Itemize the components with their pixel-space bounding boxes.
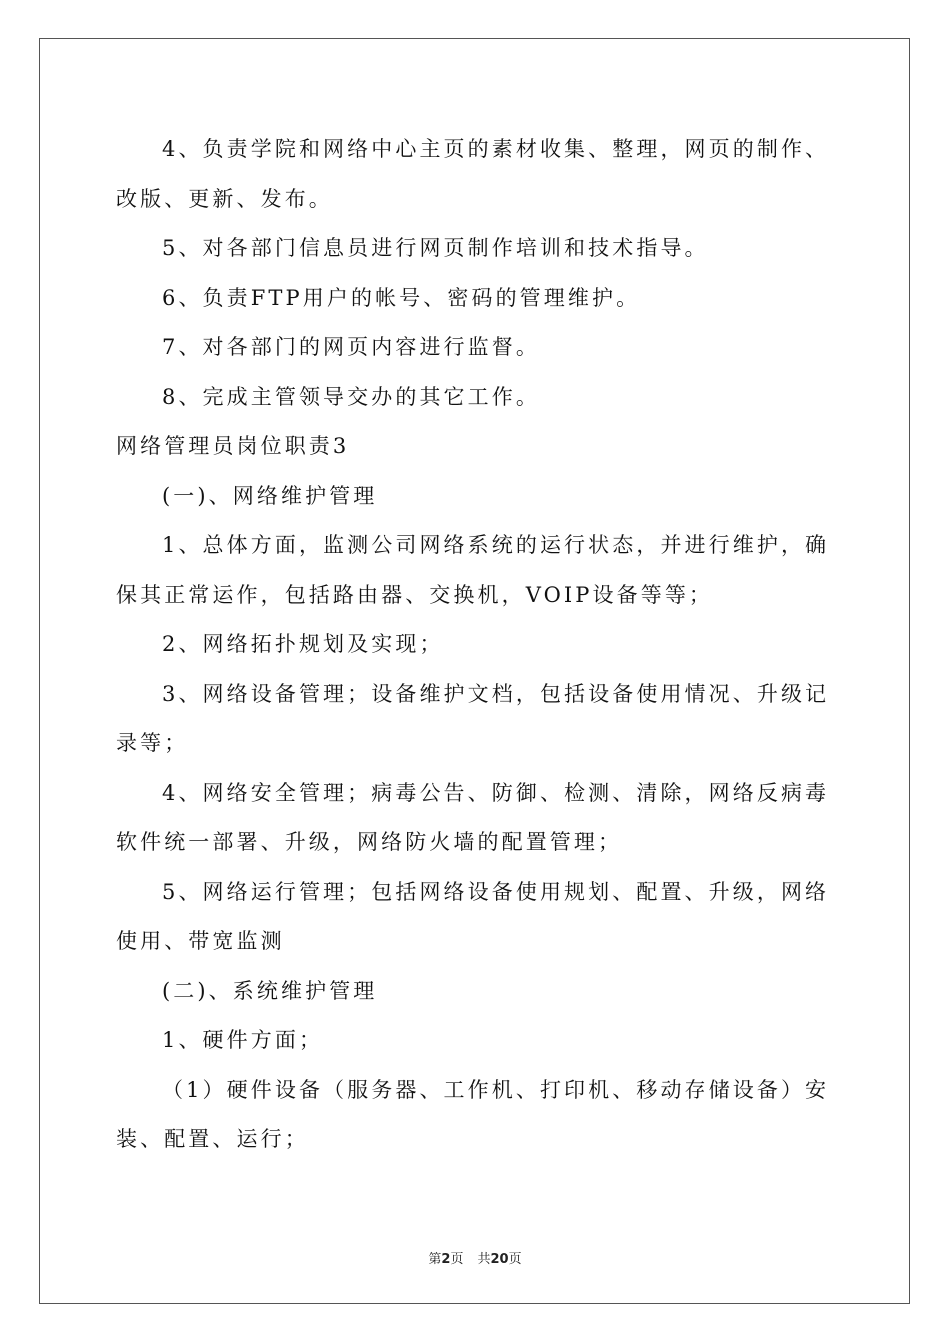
paragraph-line: 8、完成主管领导交办的其它工作。 xyxy=(162,384,540,409)
paragraph-line: 3、网络设备管理；设备维护文档，包括设备使用情况、升级记 xyxy=(162,681,830,706)
page-footer xyxy=(0,1248,950,1267)
paragraph-line: 5、对各部门信息员进行网页制作培训和技术指导。 xyxy=(162,236,709,260)
paragraph-line: 1、总体方面，监测公司网络系统的运行状态，并进行维护，确 xyxy=(162,533,830,557)
page-number: 2 xyxy=(441,1252,451,1267)
paragraph-line: 装、配置、运行； xyxy=(116,1127,309,1151)
paragraph-line: 软件统一部署、升级，网络防火墙的配置管理； xyxy=(116,830,623,854)
subsection-heading: (一)、网络维护管理 xyxy=(162,483,378,508)
paragraph-line: 录等； xyxy=(116,731,189,755)
paragraph-line: 保其正常运作，包括路由器、交换机，VOIP设备等等； xyxy=(116,582,714,607)
paragraph-line: 4、网络安全管理；病毒公告、防御、检测、清除，网络反病毒 xyxy=(162,780,830,805)
paragraph-line: 4、负责学院和网络中心主页的素材收集、整理，网页的制作、 xyxy=(162,137,830,161)
total-pages: 20 xyxy=(490,1252,509,1267)
paragraph-line: 使用、带宽监测 xyxy=(116,929,285,953)
page-number-suffix: 页 xyxy=(450,1252,464,1267)
page-number-prefix: 第 xyxy=(428,1252,442,1267)
paragraph-line: 1、硬件方面； xyxy=(162,1028,324,1052)
total-pages-prefix: 共 xyxy=(477,1252,491,1267)
paragraph-line: 6、负责FTP用户的帐号、密码的管理维护。 xyxy=(162,285,641,310)
section-heading: 网络管理员岗位职责3 xyxy=(116,434,350,458)
document-body xyxy=(116,125,836,1165)
paragraph-line: （1）硬件设备（服务器、工作机、打印机、移动存储设备）安 xyxy=(162,1077,830,1102)
paragraph-line: 5、网络运行管理；包括网络设备使用规划、配置、升级，网络 xyxy=(162,879,830,904)
paragraph-line: 改版、更新、发布。 xyxy=(116,186,333,211)
paragraph-line: 2、网络拓扑规划及实现； xyxy=(162,632,444,656)
subsection-heading: (二)、系统维护管理 xyxy=(162,978,378,1003)
paragraph-line: 7、对各部门的网页内容进行监督。 xyxy=(162,335,540,359)
total-pages-suffix: 页 xyxy=(508,1252,522,1267)
